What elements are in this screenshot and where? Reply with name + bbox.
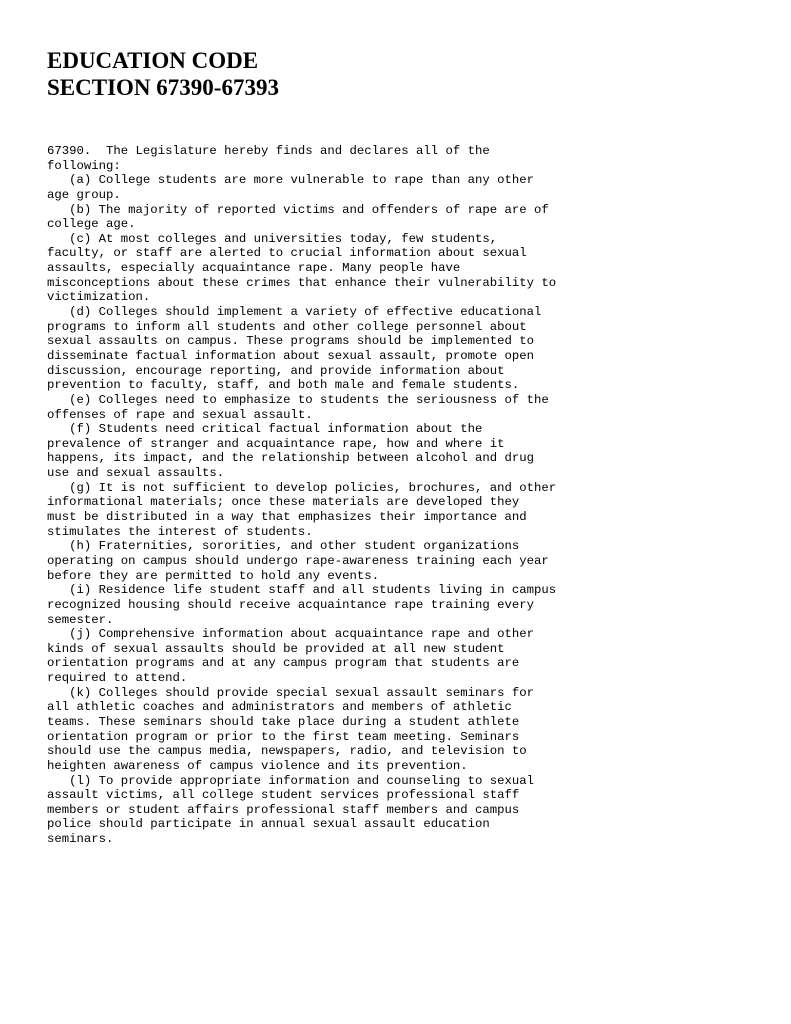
- text-line: police should participate in annual sexual assault education: [47, 817, 490, 832]
- text-line: (e) Colleges need to emphasize to students the seriousness of the: [47, 392, 549, 407]
- text-line: orientation programs and at any campus program that students are: [47, 656, 520, 671]
- text-line: semester.: [47, 612, 114, 627]
- text-line: (f) Students need critical factual information about the: [47, 422, 483, 437]
- text-line: following:: [47, 158, 121, 173]
- document-title: [47, 47, 279, 101]
- text-line: college age.: [47, 217, 136, 232]
- text-line: (j) Comprehensive information about acquaintance rape and other: [47, 627, 535, 642]
- text-line: assault victims, all college student services professional staff: [47, 788, 520, 803]
- text-line: all athletic coaches and administrators and members of athletic: [47, 700, 512, 715]
- text-line: stimulates the interest of students.: [47, 524, 313, 539]
- text-line: (i) Residence life student staff and all students living in campus: [47, 583, 557, 598]
- text-line: should use the campus media, newspapers, radio, and television to: [47, 744, 527, 759]
- text-line: (g) It is not sufficient to develop policies, brochures, and other: [47, 480, 557, 495]
- text-line: recognized housing should receive acquaintance rape training every: [47, 597, 535, 612]
- text-line: 67390. The Legislature hereby finds and declares all of the: [47, 144, 490, 158]
- text-line: operating on campus should undergo rape-awareness training each year: [47, 553, 549, 568]
- text-line: (h) Fraternities, sororities, and other student organizations: [47, 539, 520, 554]
- text-line: kinds of sexual assaults should be provided at all new student: [47, 641, 505, 656]
- text-line: heighten awareness of campus violence and its prevention.: [47, 758, 468, 773]
- text-line: (l) To provide appropriate information and counseling to sexual: [47, 773, 535, 788]
- text-line: discussion, encourage reporting, and provide information about: [47, 363, 505, 378]
- text-line: (a) College students are more vulnerable to rape than any other: [47, 173, 535, 188]
- text-line: disseminate factual information about sexual assault, promote open: [47, 348, 535, 363]
- text-line: prevalence of stranger and acquaintance rape, how and where it: [47, 436, 505, 451]
- text-line: orientation program or prior to the first team meeting. Seminars: [47, 729, 520, 744]
- text-line: faculty, or staff are alerted to crucial information about sexual: [47, 246, 527, 261]
- text-line: offenses of rape and sexual assault.: [47, 407, 313, 422]
- text-line: seminars.: [47, 832, 114, 847]
- text-line: members or student affairs professional staff members and campus: [47, 802, 520, 817]
- text-line: sexual assaults on campus. These programs should be implemented to: [47, 334, 535, 349]
- statute-text: [47, 144, 556, 847]
- text-line: must be distributed in a way that emphasizes their importance and: [47, 510, 527, 525]
- text-line: required to attend.: [47, 671, 188, 686]
- text-line: use and sexual assaults.: [47, 466, 225, 481]
- text-line: teams. These seminars should take place during a student athlete: [47, 714, 520, 729]
- text-line: age group.: [47, 187, 121, 202]
- text-line: informational materials; once these materials are developed they: [47, 495, 520, 510]
- text-line: misconceptions about these crimes that enhance their vulnerability to: [47, 275, 557, 290]
- text-line: (d) Colleges should implement a variety of effective educational: [47, 305, 542, 320]
- text-line: programs to inform all students and other college personnel about: [47, 319, 527, 334]
- title-line-section: SECTION 67390-67393: [47, 75, 279, 100]
- text-line: (b) The majority of reported victims and offenders of rape are of: [47, 202, 549, 217]
- text-line: victimization.: [47, 290, 151, 305]
- text-line: (c) At most colleges and universities today, few students,: [47, 231, 498, 246]
- text-line: (k) Colleges should provide special sexual assault seminars for: [47, 685, 535, 700]
- text-line: happens, its impact, and the relationship between alcohol and drug: [47, 451, 535, 466]
- title-line-code: EDUCATION CODE: [47, 48, 259, 73]
- text-line: before they are permitted to hold any events.: [47, 568, 380, 583]
- text-line: assaults, especially acquaintance rape. Many people have: [47, 261, 461, 276]
- text-line: prevention to faculty, staff, and both male and female students.: [47, 378, 520, 393]
